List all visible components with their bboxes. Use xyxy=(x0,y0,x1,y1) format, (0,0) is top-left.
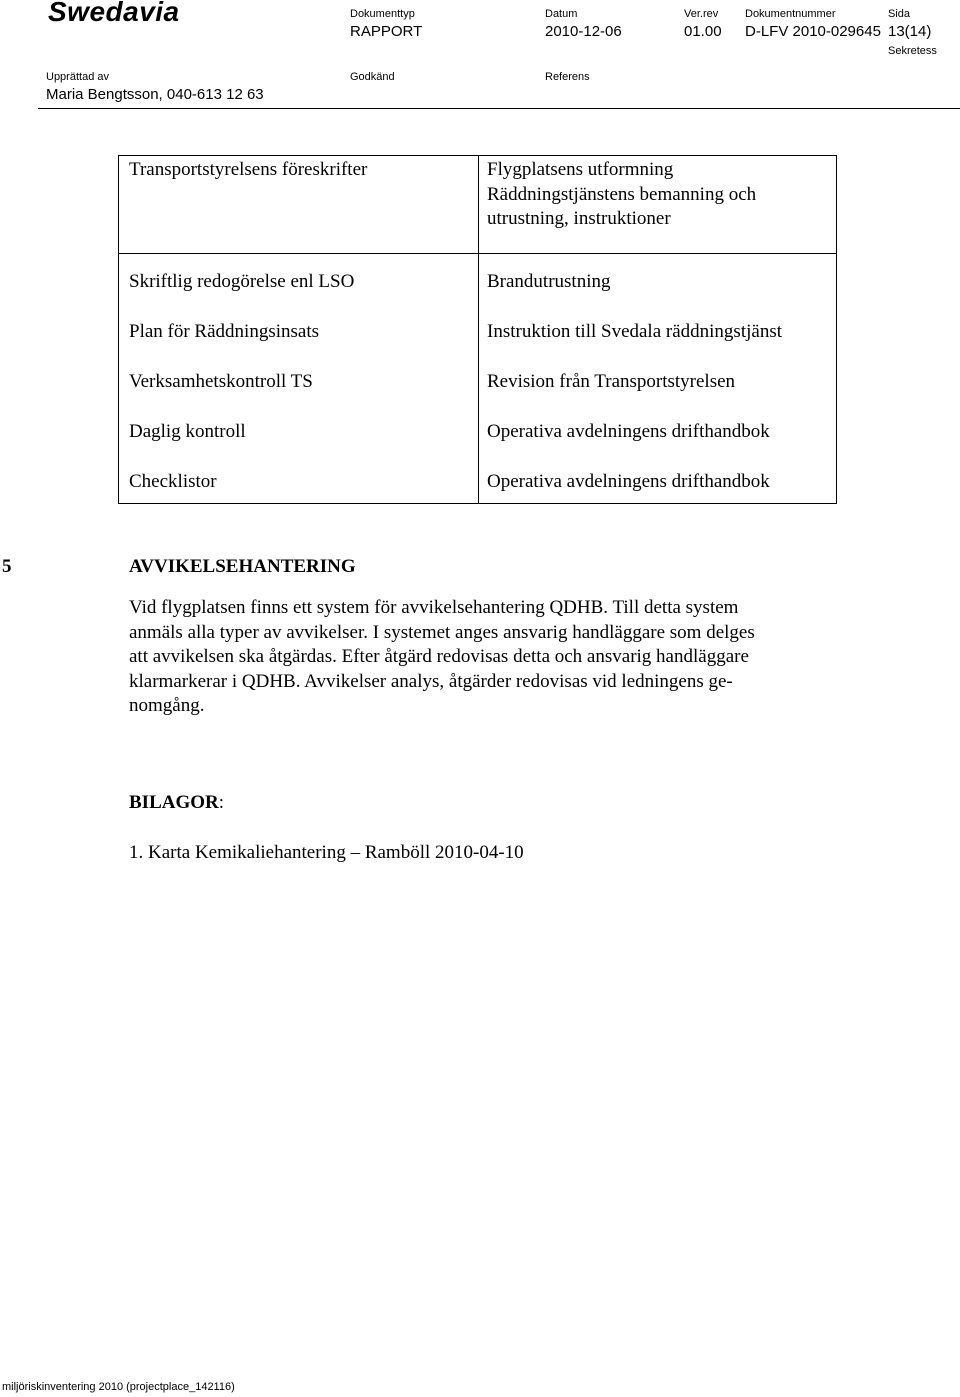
table-cell: Räddningstjänstens bemanning och xyxy=(487,183,757,205)
table-cell: Brandutrustning xyxy=(487,271,611,292)
table-cell: Revision från Transportstyrelsen xyxy=(487,371,736,392)
datum-value: 2010-12-06 xyxy=(545,23,622,40)
upprattad-label: Upprättad av xyxy=(46,71,109,83)
bilagor-heading-text: BILAGOR xyxy=(129,792,219,813)
bilagor-heading xyxy=(129,792,224,814)
table-cell: Plan för Räddningsinsats xyxy=(129,321,319,342)
referens-label: Referens xyxy=(545,71,590,83)
table-cell: Flygplatsens utformning xyxy=(487,159,674,180)
paragraph-line: anmäls alla typer av avvikelser. I systemet anges ansvarig handläggare som delges xyxy=(129,621,755,643)
table-cell: Skriftlig redogörelse enl LSO xyxy=(129,271,355,292)
table-cell: Transportstyrelsens föreskrifter xyxy=(129,159,368,180)
table-row xyxy=(487,158,756,232)
table-cell: Checklistor xyxy=(129,471,217,492)
table-row xyxy=(129,158,367,183)
header-rule xyxy=(38,108,960,109)
bilagor-colon: : xyxy=(218,792,225,813)
section-number: 5 xyxy=(2,556,12,577)
dokumenttyp-value: RAPPORT xyxy=(350,23,423,40)
godkand-label: Godkänd xyxy=(350,71,395,83)
dokumentnummer-value: D-LFV 2010-029645 xyxy=(745,23,881,40)
table-row-divider xyxy=(119,253,836,254)
table-column-divider xyxy=(478,156,479,503)
table-cell: Verksamhetskontroll TS xyxy=(129,371,313,392)
verrev-value: 01.00 xyxy=(684,23,722,40)
attachment-item: 1. Karta Kemikaliehantering – Ramböll 2010-04-10 xyxy=(129,842,524,863)
sekretess-label: Sekretess xyxy=(888,45,937,57)
document-table xyxy=(118,155,837,504)
table-cell: Instruktion till Svedala räddningstjänst xyxy=(487,321,782,342)
paragraph-line: klarmarkerar i QDHB. Avvikelser analys, åtgärder redovisas vid ledningens ge- xyxy=(129,670,733,692)
section-paragraph xyxy=(129,596,849,719)
datum-label: Datum xyxy=(545,8,578,20)
table-cell: Daglig kontroll xyxy=(129,421,246,442)
swedavia-logo: Swedavia xyxy=(48,0,180,27)
verrev-label: Ver.rev xyxy=(684,8,719,20)
table-row xyxy=(487,257,782,507)
table-row xyxy=(129,257,354,507)
table-cell: Operativa avdelningens drifthandbok xyxy=(487,421,770,442)
dokumentnummer-label: Dokumentnummer xyxy=(745,8,836,20)
upprattad-value: Maria Bengtsson, 040-613 12 63 xyxy=(46,86,264,103)
paragraph-line: nomgång. xyxy=(129,695,205,717)
sida-label: Sida xyxy=(888,8,911,20)
table-cell: Operativa avdelningens drifthandbok xyxy=(487,471,770,492)
section-title: AVVIKELSEHANTERING xyxy=(129,556,356,577)
sida-value: 13(14) xyxy=(888,23,932,40)
dokumenttyp-label: Dokumenttyp xyxy=(350,8,415,20)
paragraph-line: Vid flygplatsen finns ett system för avvikelsehantering QDHB. Till detta system xyxy=(129,597,739,618)
table-cell: utrustning, instruktioner xyxy=(487,208,671,229)
paragraph-line: att avvikelsen ska åtgärdas. Efter åtgärd redovisas detta och ansvarig handläggare xyxy=(129,646,749,668)
page-footer: miljöriskinventering 2010 (projectplace_142116) xyxy=(2,1381,235,1393)
